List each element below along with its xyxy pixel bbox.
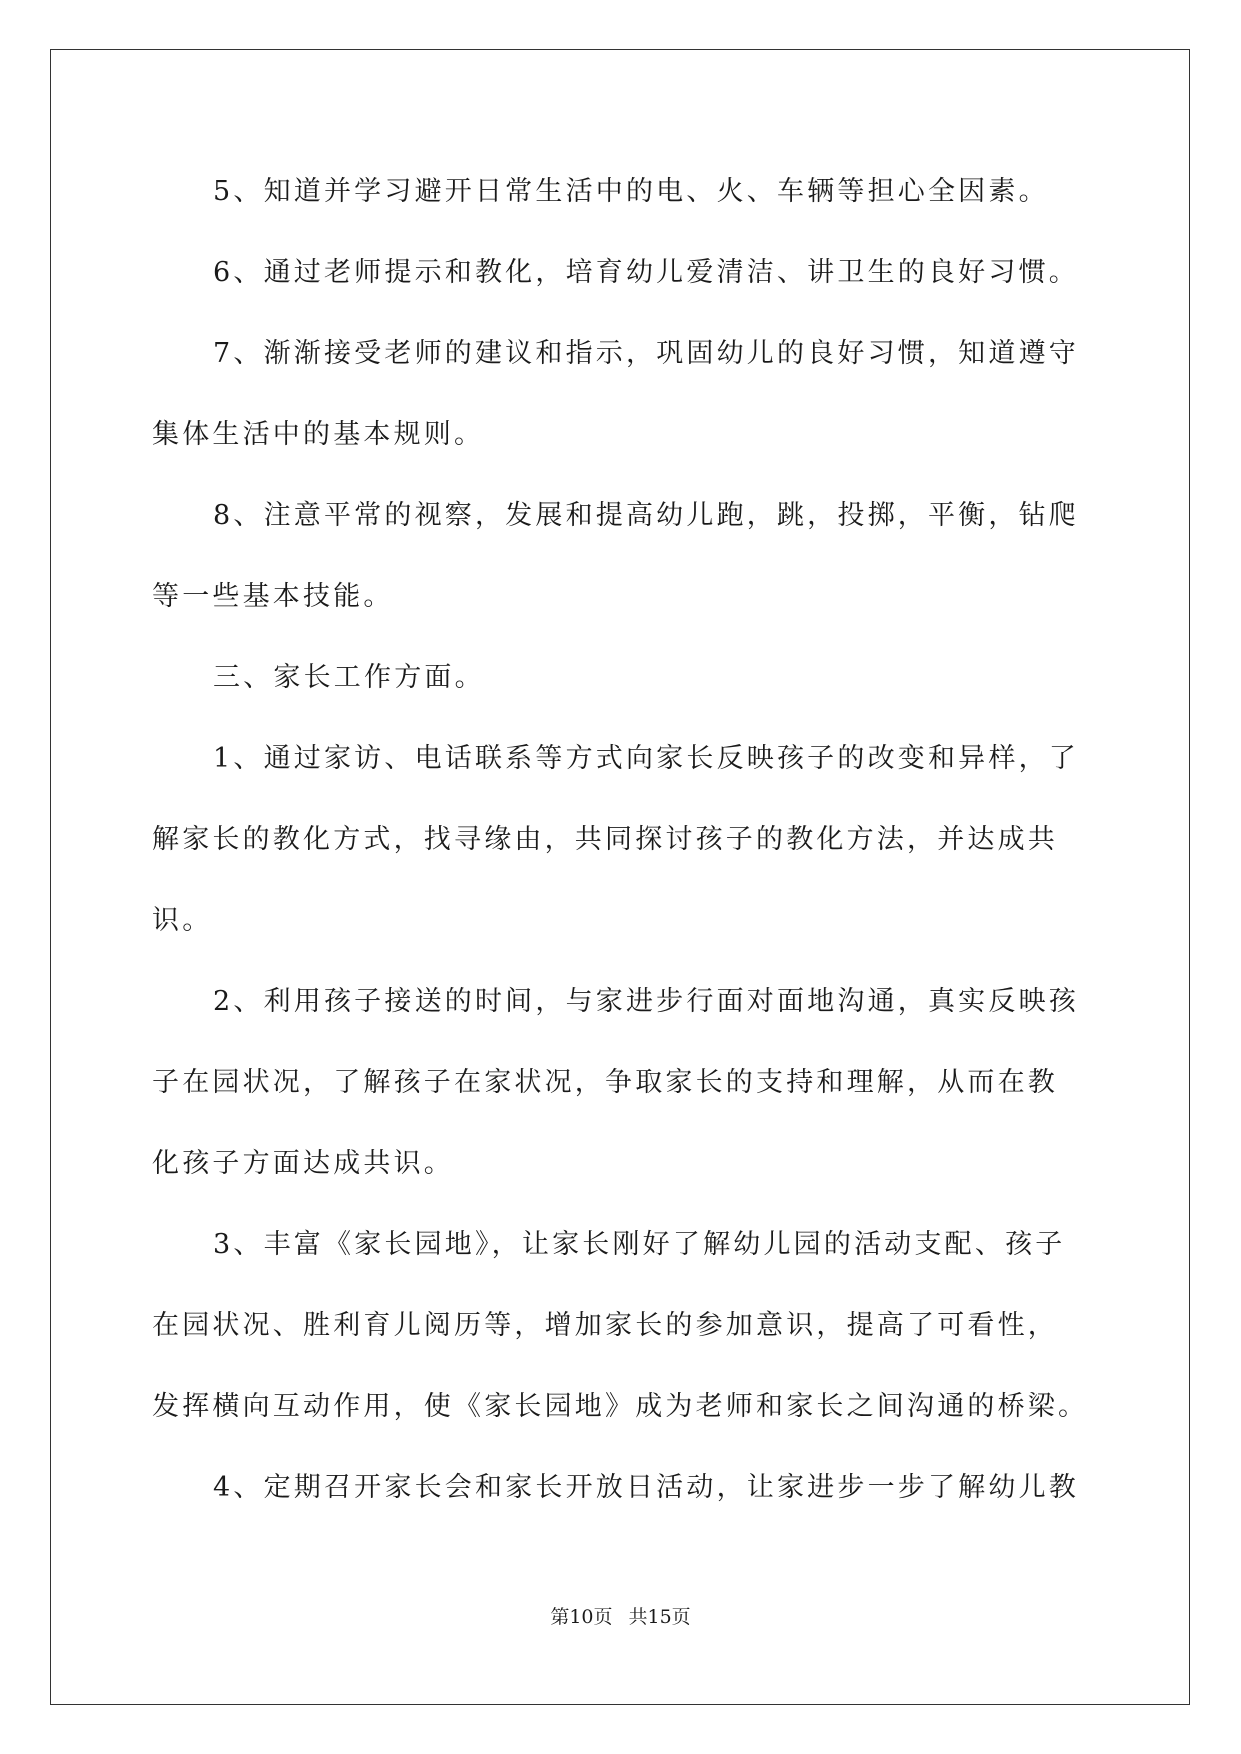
paragraph-line: 3、丰富《家长园地》，让家长刚好了解幼儿园的活动支配、孩子 — [213, 1229, 1066, 1260]
paragraph-line: 6、通过老师提示和教化，培育幼儿爱清洁、讲卫生的良好习惯。 — [213, 257, 1079, 288]
paragraph-line: 2、利用孩子接送的时间，与家进步行面对面地沟通，真实反映孩 — [213, 986, 1079, 1017]
paragraph-line: 识。 — [152, 905, 213, 936]
paragraph-line: 发挥横向互动作用，使《家长园地》成为老师和家长之间沟通的桥梁。 — [152, 1391, 1089, 1422]
page-total: 共15页 — [628, 1606, 691, 1628]
page-border — [50, 49, 1190, 1705]
page-footer — [0, 1605, 1241, 1629]
paragraph-line: 解家长的教化方式，找寻缘由，共同探讨孩子的教化方法，并达成共 — [152, 824, 1058, 855]
paragraph-line: 4、定期召开家长会和家长开放日活动，让家进步一步了解幼儿教 — [213, 1472, 1079, 1503]
paragraph-line: 5、知道并学习避开日常生活中的电、火、车辆等担心全因素。 — [213, 176, 1049, 207]
section-heading: 三、家长工作方面。 — [213, 662, 485, 693]
paragraph-line: 集体生活中的基本规则。 — [152, 419, 485, 450]
paragraph-line: 等一些基本技能。 — [152, 581, 394, 612]
paragraph-line: 1、通过家访、电话联系等方式向家长反映孩子的改变和异样，了 — [213, 743, 1079, 774]
paragraph-line: 7、渐渐接受老师的建议和指示，巩固幼儿的良好习惯，知道遵守 — [213, 338, 1079, 369]
paragraph-line: 化孩子方面达成共识。 — [152, 1148, 454, 1179]
paragraph-line: 在园状况、胜利育儿阅历等，增加家长的参加意识，提高了可看性， — [152, 1310, 1058, 1341]
paragraph-line: 子在园状况，了解孩子在家状况，争取家长的支持和理解，从而在教 — [152, 1067, 1058, 1098]
page-number: 第10页 — [550, 1606, 613, 1628]
paragraph-line: 8、注意平常的视察，发展和提高幼儿跑，跳，投掷，平衡，钻爬 — [213, 500, 1079, 531]
